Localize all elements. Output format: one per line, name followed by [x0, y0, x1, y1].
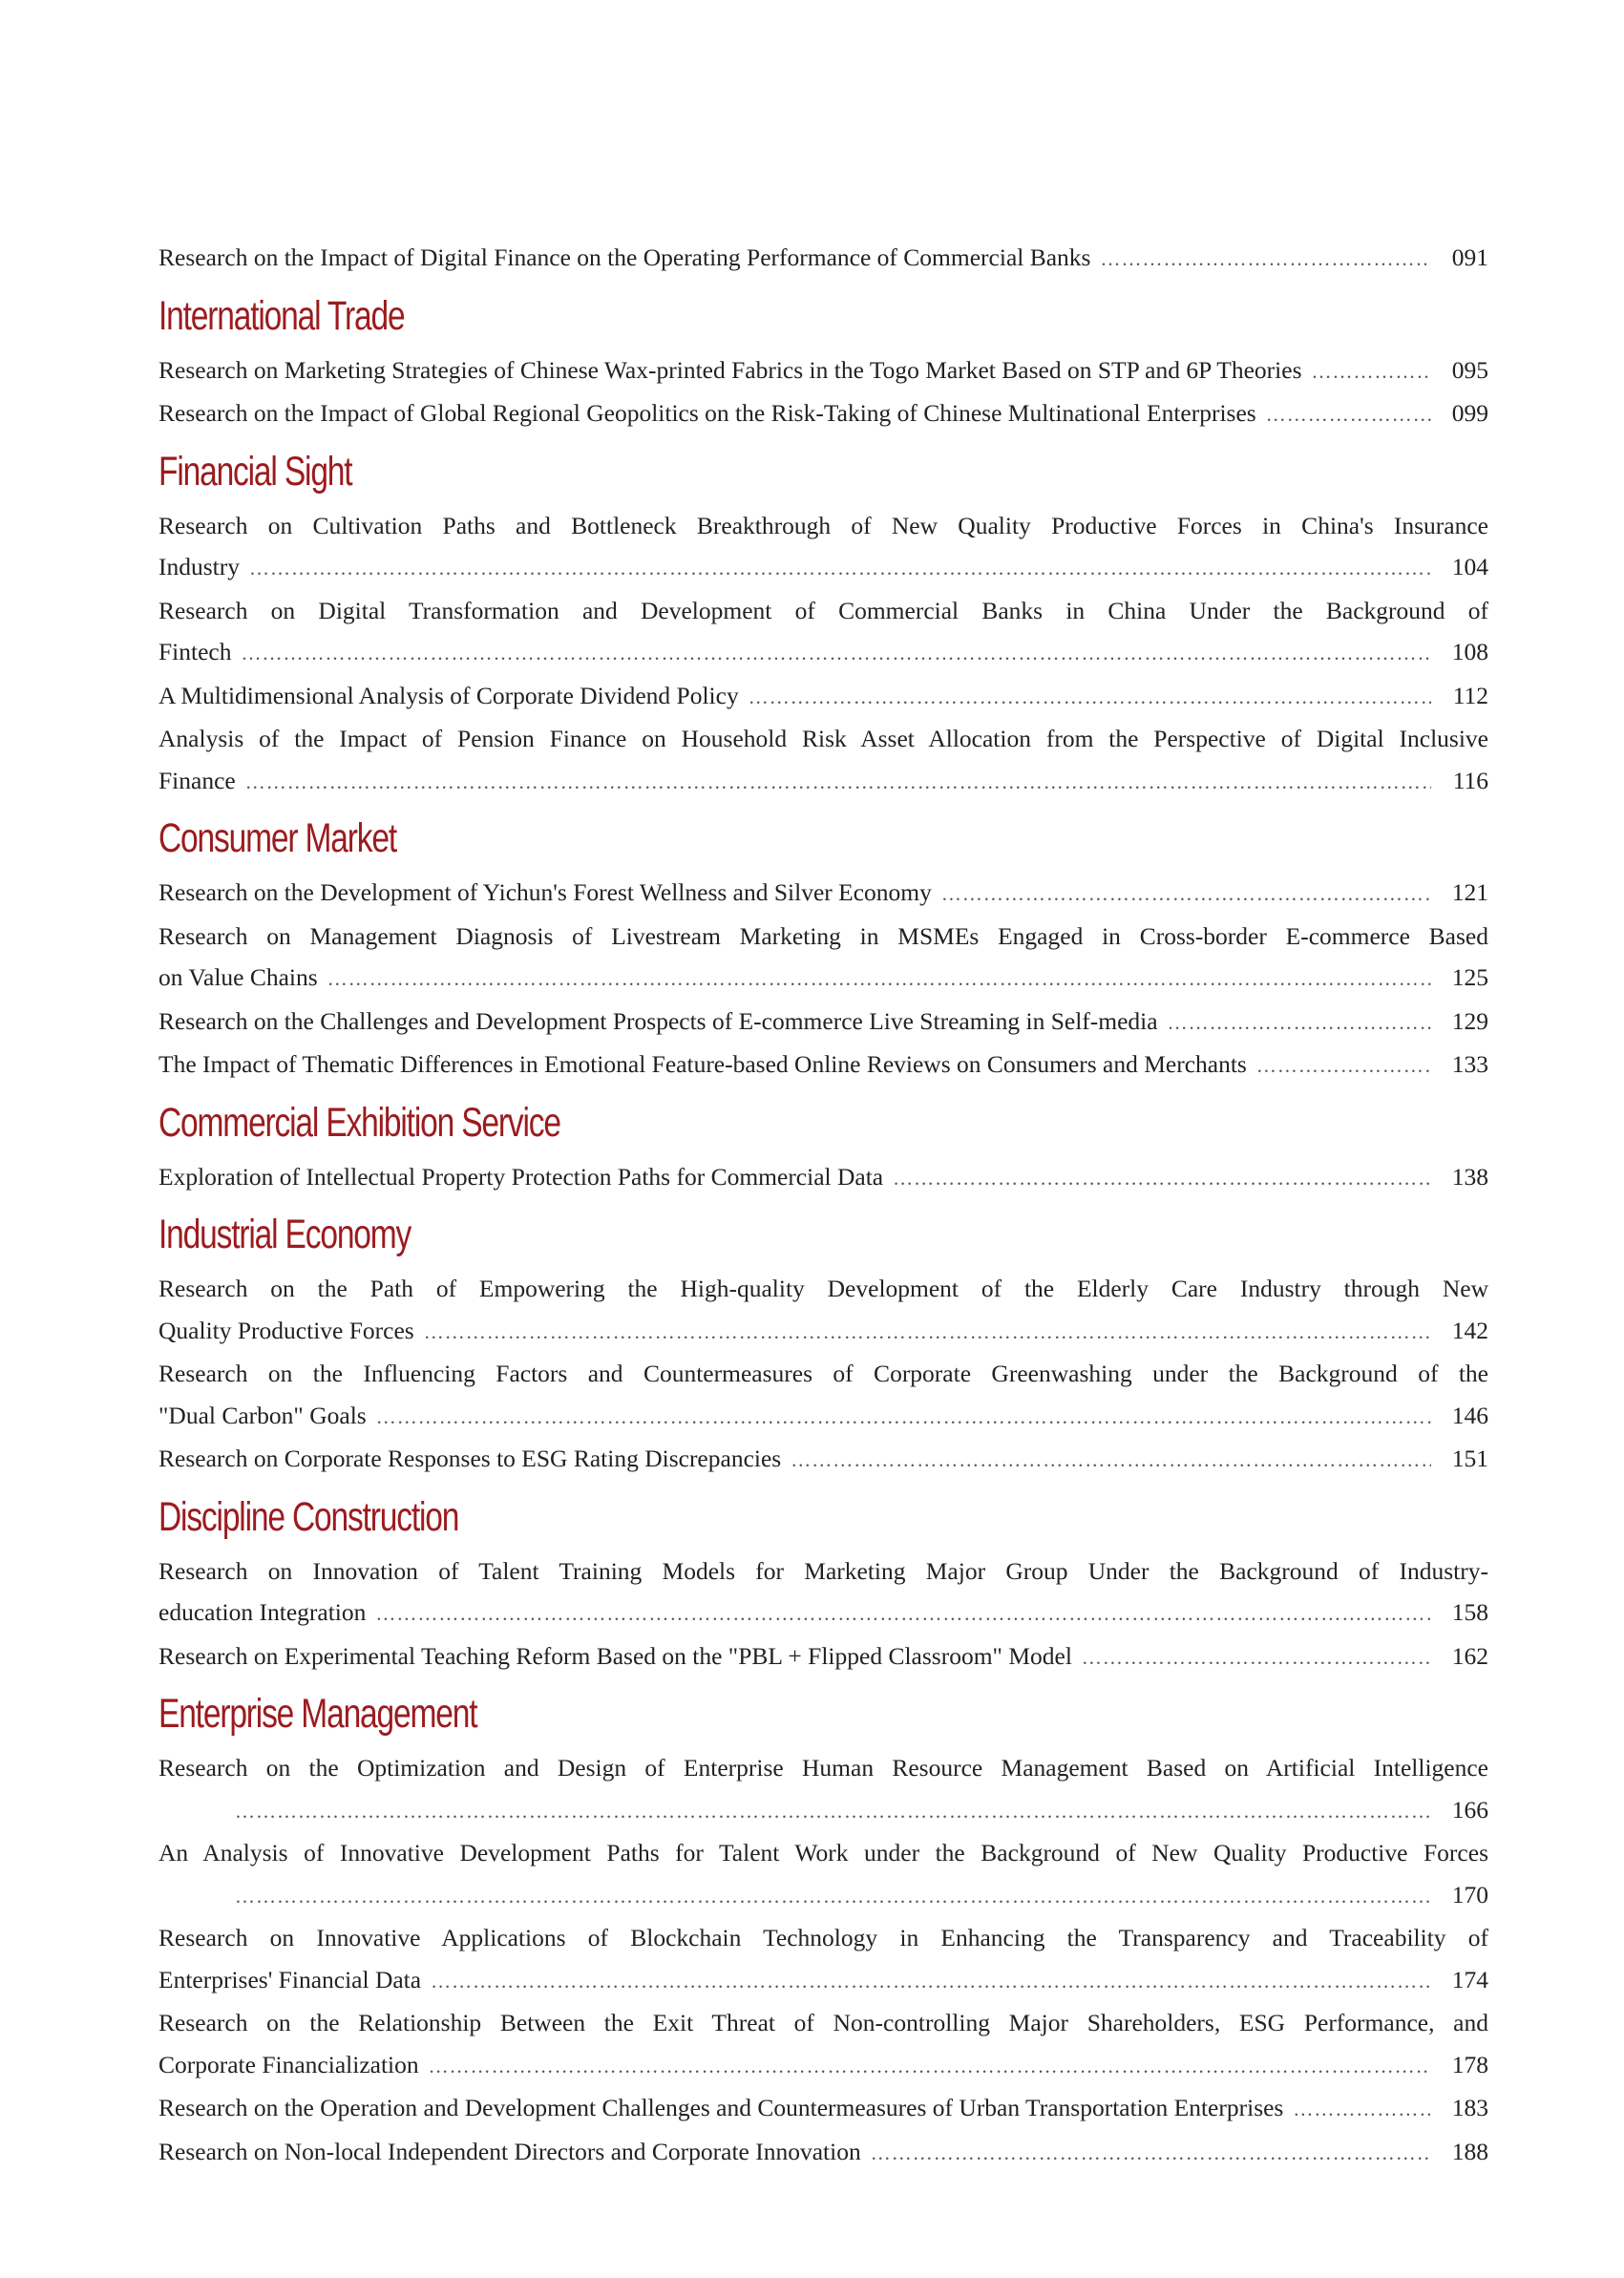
toc-entry[interactable]: [158, 1268, 1488, 1353]
page-number: 158: [1451, 1598, 1488, 1626]
page-number: 146: [1451, 1401, 1488, 1429]
toc-entry[interactable]: [158, 392, 1488, 436]
entry-title: Research on Non-local Independent Directors and Corporate Innovation: [158, 2137, 861, 2165]
toc-entry[interactable]: [158, 1747, 1488, 1832]
dot-leader: [893, 1158, 1431, 1200]
entry-title-line: Research on Digital Transformation and Development of Commercial Banks in China Under the Background of: [158, 596, 1488, 624]
dot-leader: [235, 1791, 1431, 1833]
dot-leader: [376, 1397, 1431, 1439]
page-number: 116: [1452, 766, 1488, 794]
entry-title: "Dual Carbon" Goals: [158, 1401, 367, 1429]
page-number: 099: [1451, 399, 1488, 427]
entry-title: Research on the Impact of Global Regional Geopolitics on the Risk-Taking of Chinese Multinational Enterprises: [158, 399, 1256, 427]
section-heading: Industrial Economy: [158, 1212, 411, 1257]
page-number: 166: [1451, 1795, 1488, 1824]
toc-entry[interactable]: [158, 872, 1488, 916]
toc-entry[interactable]: [158, 916, 1488, 1001]
page-number: 108: [1451, 638, 1488, 665]
dot-leader: [871, 2133, 1431, 2175]
dot-leader: [1266, 394, 1431, 436]
toc-entry[interactable]: [158, 2002, 1488, 2087]
page-number: 174: [1451, 1965, 1488, 1993]
entry-title: Exploration of Intellectual Property Protection Paths for Commercial Data: [158, 1162, 884, 1191]
dot-leader: [429, 2046, 1431, 2088]
page-number: 142: [1451, 1316, 1488, 1344]
entry-title: Research on the Operation and Development Challenges and Countermeasures of Urban Transportation Enterprises: [158, 2094, 1284, 2121]
entry-title: Corporate Financialization: [158, 2050, 419, 2078]
entry-title: Research on the Challenges and Development Prospects of E-commerce Live Streaming in Self-media: [158, 1006, 1158, 1035]
dot-leader: [1293, 2089, 1431, 2131]
toc-entry[interactable]: [158, 1550, 1488, 1635]
page-number: 151: [1451, 1445, 1488, 1472]
entry-title: Finance: [158, 766, 236, 794]
page-number: 104: [1451, 553, 1488, 580]
toc-entry[interactable]: [158, 1156, 1488, 1200]
page-number: 121: [1451, 878, 1488, 906]
toc-entry[interactable]: [158, 505, 1488, 590]
dot-leader: [749, 677, 1431, 719]
page-number: 183: [1451, 2094, 1488, 2121]
dot-leader: [1082, 1637, 1431, 1679]
page-number: 138: [1451, 1162, 1488, 1191]
page-number: 188: [1451, 2137, 1488, 2165]
entry-title: Research on Marketing Strategies of Chinese Wax-printed Fabrics in the Togo Market Based on STP and 6P Theories: [158, 355, 1302, 384]
entry-title-line: Research on the Influencing Factors and Countermeasures of Corporate Greenwashing under the Background of the: [158, 1360, 1488, 1387]
toc-entry[interactable]: [158, 2131, 1488, 2175]
entry-title: Research on the Development of Yichun's Forest Wellness and Silver Economy: [158, 878, 932, 906]
page-number: 091: [1451, 243, 1488, 271]
page-number: 178: [1451, 2050, 1488, 2078]
dot-leader: [1312, 351, 1432, 393]
entry-title-line: Research on Management Diagnosis of Livestream Marketing in MSMEs Engaged in Cross-border E-commerce Based: [158, 921, 1488, 950]
page-number: 162: [1451, 1641, 1488, 1670]
section-heading: Enterprise Management: [158, 1691, 477, 1737]
page-number: 125: [1451, 963, 1488, 991]
dot-leader: [327, 959, 1431, 1001]
entry-title: The Impact of Thematic Differences in Emotional Feature-based Online Reviews on Consumers and Merchants: [158, 1050, 1247, 1078]
entry-title: Research on the Impact of Digital Finance on the Operating Performance of Commercial Banks: [158, 243, 1091, 271]
dot-leader: [245, 762, 1431, 804]
toc-entry[interactable]: [158, 1001, 1488, 1044]
entry-title: Research on Corporate Responses to ESG Rating Discrepancies: [158, 1445, 782, 1472]
page-number: 112: [1452, 681, 1488, 709]
page-number: 133: [1451, 1050, 1488, 1078]
entry-title-line: Research on Innovative Applications of Blockchain Technology in Enhancing the Transparency and Traceability of: [158, 1924, 1488, 1951]
toc-entry[interactable]: [158, 1044, 1488, 1087]
dot-leader: [791, 1440, 1431, 1482]
toc-entry[interactable]: [158, 1917, 1488, 2002]
section-heading: Commercial Exhibition Service: [158, 1099, 560, 1146]
table-of-contents: [158, 237, 1488, 2174]
entry-title: on Value Chains: [158, 963, 318, 991]
section-heading: Consumer Market: [158, 815, 396, 861]
dot-leader: [235, 1876, 1431, 1918]
toc-entry[interactable]: [158, 349, 1488, 393]
dot-leader: [242, 633, 1432, 675]
dot-leader: [1168, 1002, 1431, 1044]
toc-entry[interactable]: [158, 590, 1488, 675]
toc-entry[interactable]: [158, 1353, 1488, 1438]
toc-entry[interactable]: [158, 675, 1488, 719]
entry-title: Fintech: [158, 638, 232, 665]
entry-title-line: Research on the Optimization and Design of Enterprise Human Resource Management Based on Artificial Intelligence: [158, 1754, 1488, 1782]
entry-title-line: Research on Innovation of Talent Training Models for Marketing Major Group Under the Background of Industry-: [158, 1556, 1488, 1585]
dot-leader: [1256, 1045, 1431, 1087]
page-number: 170: [1451, 1880, 1488, 1909]
toc-entry[interactable]: [158, 1438, 1488, 1482]
entry-title: A Multidimensional Analysis of Corporate Dividend Policy: [158, 681, 739, 709]
section-heading: Discipline Construction: [158, 1493, 459, 1540]
dot-leader: [941, 874, 1431, 916]
entry-title: education Integration: [158, 1598, 367, 1626]
dot-leader: [249, 548, 1431, 590]
entry-title: Research on Experimental Teaching Reform Based on the "PBL + Flipped Classroom" Model: [158, 1641, 1072, 1670]
toc-entry[interactable]: [158, 1635, 1488, 1679]
toc-entry[interactable]: [158, 1832, 1488, 1917]
page-number: 129: [1451, 1006, 1488, 1035]
entry-title-line: Analysis of the Impact of Pension Finance on Household Risk Asset Allocation from the Perspective of Digital Inclusive: [158, 725, 1488, 752]
page-number: 095: [1451, 355, 1488, 384]
entry-title: Quality Productive Forces: [158, 1316, 414, 1344]
section-heading: Financial Sight: [158, 448, 352, 495]
dot-leader: [431, 1961, 1431, 2003]
entry-title-line: Research on Cultivation Paths and Bottleneck Breakthrough of New Quality Productive Forces in China's Insurance: [158, 511, 1488, 539]
dot-leader: [424, 1312, 1431, 1354]
entry-title-line: Research on the Relationship Between the Exit Threat of Non-controlling Major Shareholders, ESG Performance, and: [158, 2009, 1488, 2036]
entry-title: Industry: [158, 553, 240, 580]
entry-title: Enterprises' Financial Data: [158, 1965, 422, 1993]
dot-leader: [375, 1593, 1431, 1635]
toc-entry[interactable]: [158, 237, 1488, 281]
toc-entry[interactable]: [158, 2087, 1488, 2131]
dot-leader: [1100, 239, 1431, 281]
toc-entry[interactable]: [158, 718, 1488, 803]
section-heading: International Trade: [158, 292, 405, 339]
entry-title-line: Research on the Path of Empowering the High-quality Development of the Elderly Care Industry through New: [158, 1275, 1488, 1302]
entry-title-line: An Analysis of Innovative Development Paths for Talent Work under the Background of New Quality Productive Forces: [158, 1839, 1488, 1867]
